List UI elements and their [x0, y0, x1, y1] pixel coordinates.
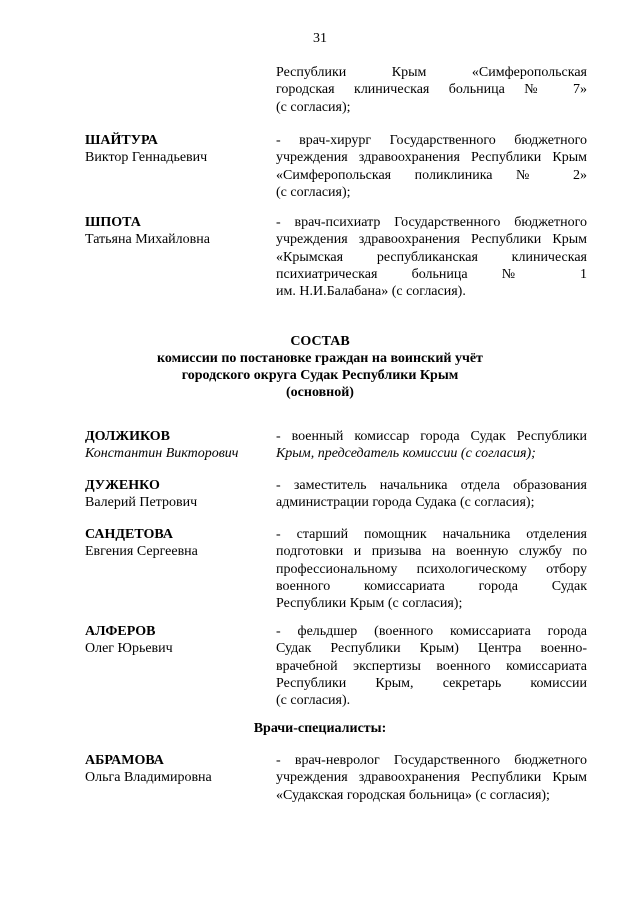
heading-line: комиссии по постановке граждан на воинский учёт	[157, 351, 483, 366]
surname: ДУЖЕНКО	[85, 478, 160, 493]
text-line: Крым, председатель комиссии (с согласия);	[276, 446, 536, 462]
heading-title: СОСТАВ	[290, 334, 350, 349]
section-heading	[0, 333, 640, 401]
surname: ДОЛЖИКОВ	[85, 429, 171, 444]
person-role	[276, 752, 587, 804]
text-line: Республики Крым, секретарь комиссии	[276, 675, 587, 691]
text-line: - врач-хирург Государственного бюджетного	[276, 133, 587, 148]
text-line: Судак Республики Крым) Центра военно-	[276, 641, 587, 657]
person-name	[85, 752, 275, 786]
surname: ШПОТА	[85, 215, 141, 230]
surname: ШАЙТУРА	[85, 133, 158, 148]
text-line: - заместитель начальника отдела образования	[276, 478, 587, 493]
person-name	[85, 477, 275, 511]
text-line: «Судакская городская больница» (с согласия);	[276, 787, 550, 803]
text-line: - врач-психиатр Государственного бюджетного	[276, 215, 587, 230]
text-line: (с согласия);	[276, 99, 351, 115]
text-line: учреждения здравоохранения Республики Крым	[276, 770, 587, 786]
text-line: (с согласия);	[276, 184, 351, 200]
text-line: учреждения здравоохранения Республики Крым	[276, 150, 587, 166]
text-line: Республики Крым «Симферопольская	[276, 65, 587, 80]
text-line: подготовки и призыва на военную службу по	[276, 544, 587, 560]
heading-line: (основной)	[286, 385, 354, 400]
given-name: Валерий Петрович	[85, 495, 198, 510]
given-name: Ольга Владимировна	[85, 770, 212, 785]
text-line: психиатрическая больница № 1	[276, 266, 587, 282]
text-line: Республики Крым (с согласия);	[276, 596, 463, 612]
person-name	[85, 526, 275, 560]
given-name: Виктор Геннадьевич	[85, 150, 208, 165]
person-role	[276, 132, 587, 201]
text-line: - старший помощник начальника отделения	[276, 527, 587, 542]
person-role	[276, 477, 587, 512]
given-name: Татьяна Михайловна	[85, 232, 210, 247]
person-name	[85, 623, 275, 657]
person-name	[85, 428, 275, 462]
given-name: Олег Юрьевич	[85, 641, 173, 656]
person-role	[276, 214, 587, 300]
text-line: - врач-невролог Государственного бюджетного	[276, 753, 587, 768]
continuation-text	[276, 64, 587, 116]
text-line: городская клиническая больница № 7»	[276, 82, 587, 98]
person-name	[85, 132, 275, 166]
text-line: «Крымская республиканская клиническая	[276, 249, 587, 265]
specialists-heading: Врачи-специалисты:	[253, 721, 387, 736]
text-line: врачебной экспертизы военного комиссариата	[276, 658, 587, 674]
text-line: профессиональному психологическому отбору	[276, 561, 587, 577]
text-line: военного комиссариата города Судак	[276, 578, 587, 594]
surname: АБРАМОВА	[85, 753, 164, 768]
person-role	[276, 526, 587, 612]
given-name: Евгения Сергеевна	[85, 544, 198, 559]
text-line: администрации города Судака (с согласия);	[276, 495, 535, 511]
text-line: учреждения здравоохранения Республики Крым	[276, 232, 587, 248]
person-name	[85, 214, 275, 248]
page-number: 31	[313, 31, 327, 46]
surname: САНДЕТОВА	[85, 527, 173, 542]
text-line: - фельдшер (военного комиссариата города	[276, 624, 587, 639]
text-line: им. Н.И.Балабана» (с согласия).	[276, 284, 466, 300]
person-role	[276, 428, 587, 463]
given-name: Константин Викторович	[85, 446, 239, 461]
heading-line: городского округа Судак Республики Крым	[181, 368, 459, 383]
text-line: - военный комиссар города Судак Республики	[276, 429, 587, 444]
surname: АЛФЕРОВ	[85, 624, 156, 639]
text-line: (с согласия).	[276, 693, 351, 709]
text-line: «Симферопольская поликлиника № 2»	[276, 167, 587, 183]
person-role	[276, 623, 587, 709]
